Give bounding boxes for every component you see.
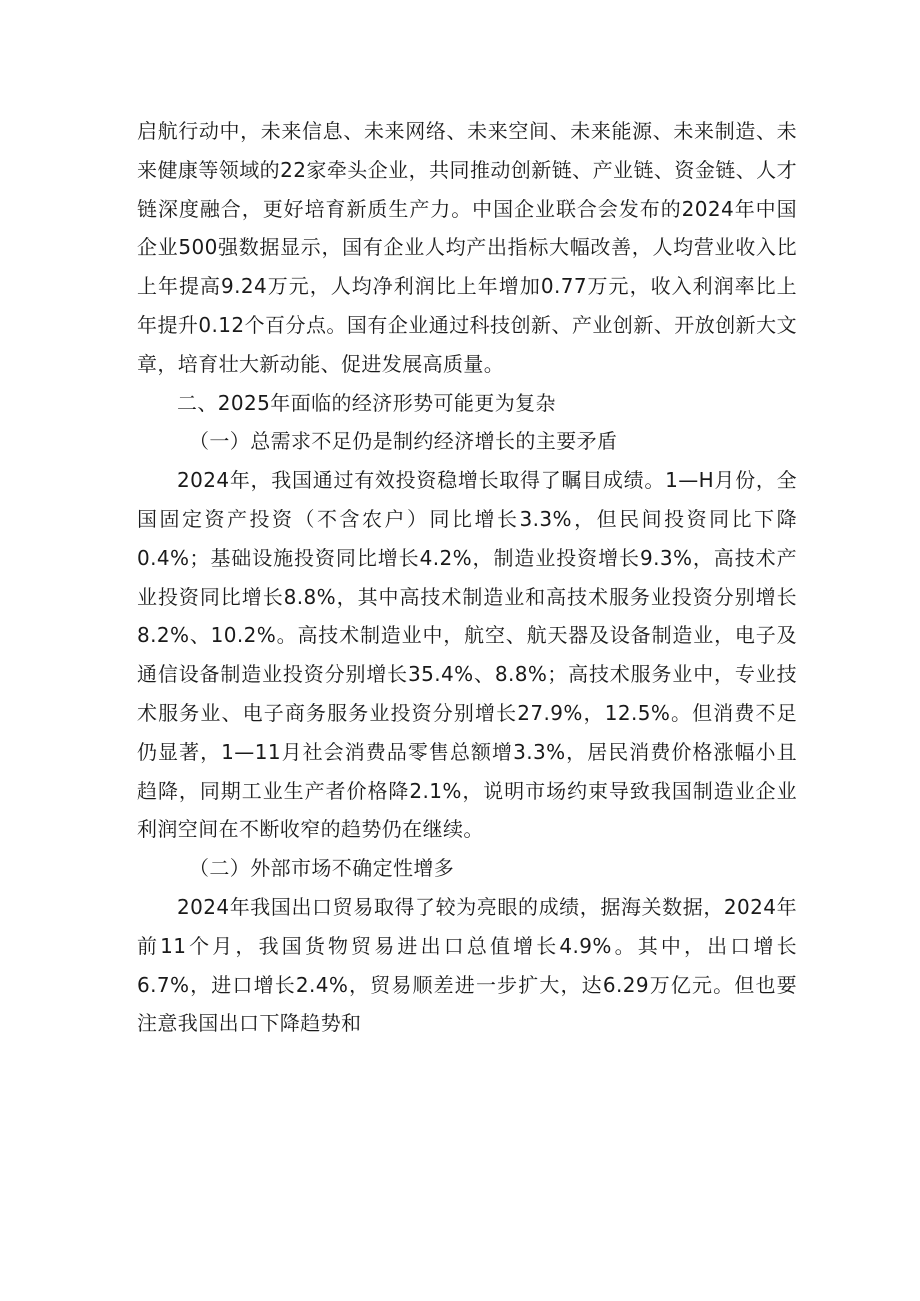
section-heading: 二、2025年面临的经济形势可能更为复杂: [177, 390, 556, 415]
body-paragraph: 2024年，我国通过有效投资稳增长取得了瞩目成绩。1—H月份，全国固定资产投资（不含农户）同比增长3.3%，但民间投资同比下降0.4%；基础设施投资同比增长4.2%，制造业投资增长9.3%，高技术产业投资同比增长8.8%，其中高技术制造业和高技术服务业投资分别增长8.2%、10.2%。高技术制造业中，航空、航天器及设备制造业，电子及通信设备制造业投资分别增长35.4%、8.8%；高技术服务业中，专业技术服务业、电子商务服务业投资分别增长27.9%，12.5%。但消费不足仍显著，1—11月社会消费品零售总额增3.3%，居民消费价格涨幅小且趋降，同期工业生产者价格降2.1%，说明市场约束导致我国制造业企业利润空间在不断收窄的趋势仍在继续。: [137, 468, 797, 842]
body-paragraph: 启航行动中，未来信息、未来网络、未来空间、未来能源、未来制造、未来健康等领域的22家牵头企业，共同推动创新链、产业链、资金链、人才链深度融合，更好培育新质生产力。中国企业联合会发布的2024年中国企业500强数据显示，国有企业人均产出指标大幅改善，人均营业收入比上年提高9.24万元，人均净利润比上年增加0.77万元，收入利润率比上年提升0.12个百分点。国有企业通过科技创新、产业创新、开放创新大文章，培育壮大新动能、促进发展高质量。: [137, 119, 797, 376]
body-paragraph: 2024年我国出口贸易取得了较为亮眼的成绩，据海关数据，2024年前11个月，我国货物贸易进出口总值增长4.9%。其中，出口增长6.7%，进口增长2.4%，贸易顺差进一步扩大，达6.29万亿元。但也要注意我国出口下降趋势和: [137, 894, 797, 1036]
subsection-heading: （二）外部市场不确定性增多: [189, 856, 455, 881]
document-body: [137, 112, 797, 1043]
subsection-heading: （一）总需求不足仍是制约经济增长的主要矛盾: [189, 429, 618, 454]
